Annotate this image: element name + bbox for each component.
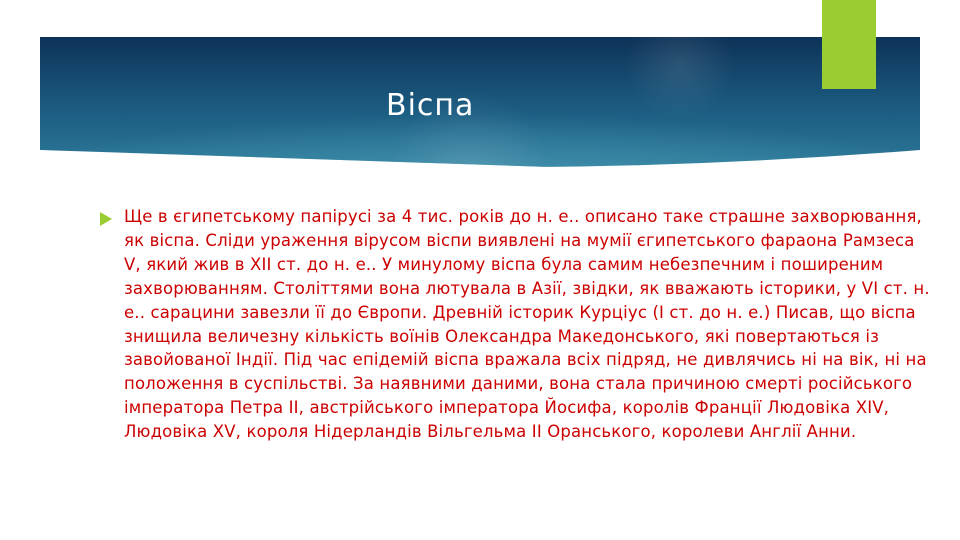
title-banner: [0, 0, 960, 200]
slide-title: Віспа: [386, 88, 475, 123]
body-paragraph: Ще в єгипетському папірусі за 4 тис. років до н. е.. описано таке страшне захворювання, як віспа. Сліди ураження вірусом віспи виявлені на мумії єгипетського фараона Рамзеса V, який жив в XII ст. до н. е.. У минулому віспа була самим небезпечним і поширеним захворюванням. Століттями вона лютувала в Азії, звідки, як вважають історики, у VI ст. н. е.. сарацини завезли її до Європи. Древній історик Курціус (I ст. до н. е.) Писав, що віспа знищила величезну кількість воїнів Олександра Македонського, які повертаються із завойованої Індії. Під час епідемій віспа вражала всіх підряд, не дивлячись ні на вік, ні на положення в суспільстві. За наявними даними, вона стала причиною смерті російського імператора Петра II, австрійського імператора Йосифа, королів Франції Людовіка XIV, Людовіка XV, короля Нідерландів Вільгельма II Оранського, королеви Англії Анни.: [124, 207, 930, 442]
triangle-right-icon: [100, 212, 112, 226]
accent-bar: [822, 0, 876, 89]
body-content: [100, 205, 940, 444]
